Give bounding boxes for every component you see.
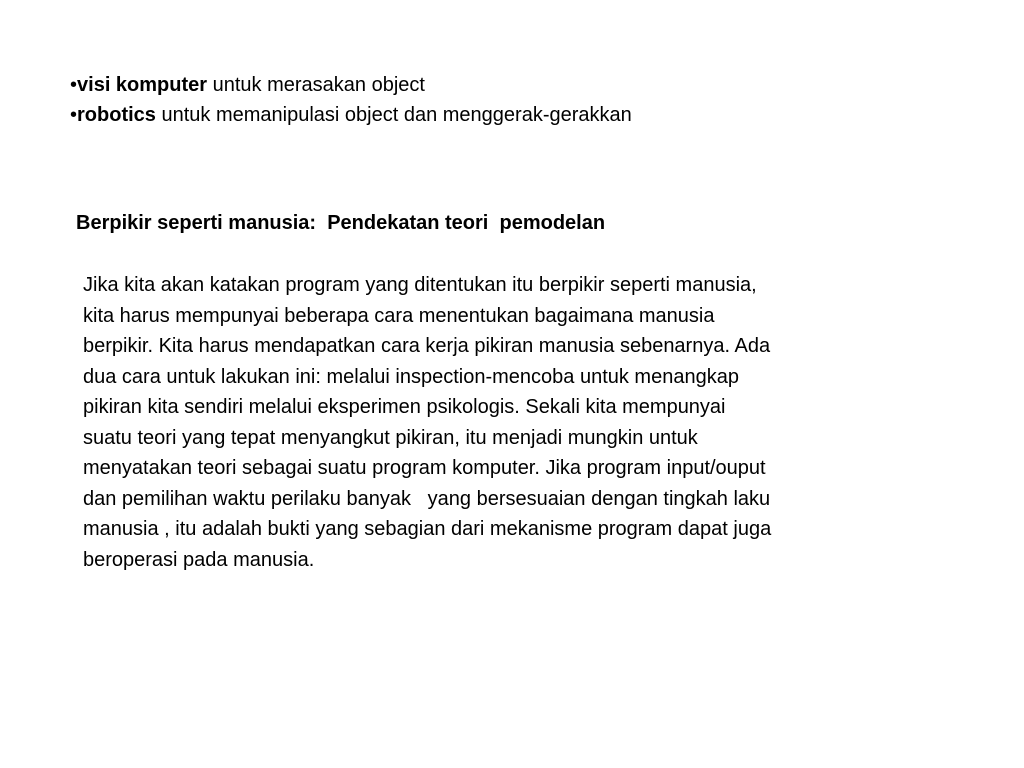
section-heading: Berpikir seperti manusia: Pendekatan teori pemodelan: [76, 212, 606, 234]
paragraph-line: beroperasi pada manusia.: [83, 548, 315, 571]
paragraph-line: berpikir. Kita harus mendapatkan cara kerja pikiran manusia sebenarnya. Ada: [83, 335, 771, 357]
bullet-marker: •: [70, 104, 78, 126]
bullet-description: untuk memanipulasi object dan menggerak-gerakkan: [155, 104, 632, 126]
paragraph-line: suatu teori yang tepat menyangkut pikiran, itu menjadi mungkin untuk: [83, 426, 698, 449]
paragraph-line: pikiran kita sendiri melalui eksperimen psikologis. Sekali kita mempunyai: [83, 396, 726, 418]
paragraph-line: dan pemilihan waktu perilaku banyak yang bersesuaian dengan tingkah laku: [83, 487, 771, 510]
paragraph-line: Jika kita akan katakan program yang ditentukan itu berpikir seperti manusia,: [83, 274, 757, 296]
bullet-item-robotics: [70, 100, 632, 130]
paragraph-line: manusia , itu adalah bukti yang sebagian dari mekanisme program dapat juga: [83, 518, 772, 540]
bullet-marker: •: [70, 74, 78, 96]
paragraph-line: kita harus mempunyai beberapa cara menentukan bagaimana manusia: [83, 304, 715, 327]
bullet-item-vision: [70, 70, 632, 100]
bullet-term: visi komputer: [77, 74, 208, 96]
bullet-list: [70, 70, 632, 130]
body-paragraph: [83, 270, 983, 575]
paragraph-line: dua cara untuk lakukan ini: melalui inspection-mencoba untuk menangkap: [83, 365, 739, 388]
paragraph-line: menyatakan teori sebagai suatu program komputer. Jika program input/ouput: [83, 457, 766, 479]
bullet-description: untuk merasakan object: [207, 74, 425, 96]
bullet-term: robotics: [77, 104, 156, 126]
